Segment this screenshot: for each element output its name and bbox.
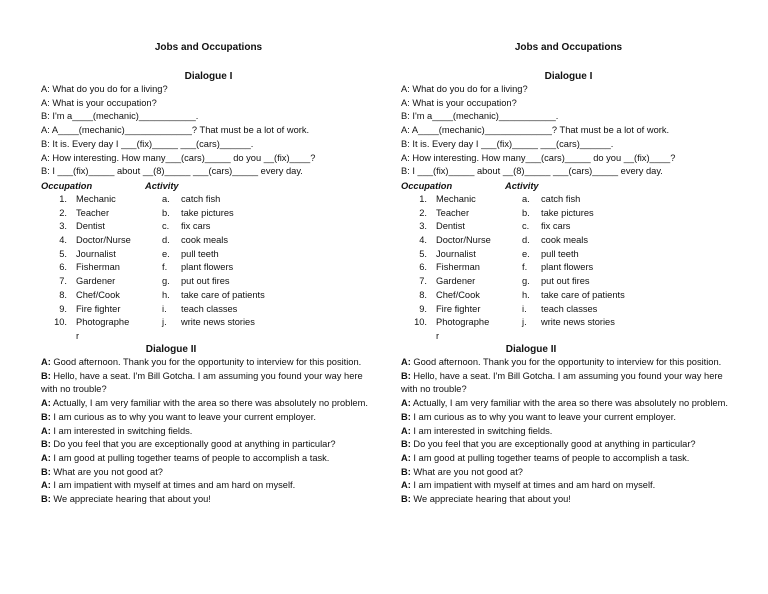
speaker-label: A: xyxy=(401,425,411,436)
item-number: 10. xyxy=(414,317,427,328)
dialogue-line xyxy=(41,452,376,466)
line-text: Actually, I am very familiar with the area so there was absolutely no problem. xyxy=(410,398,728,409)
activity-letter: i. xyxy=(522,303,527,314)
dialogue-line: A: How interesting. How many___(cars)_____ do you __(fix)____? xyxy=(401,152,676,163)
page-title: Jobs and Occupations xyxy=(154,42,263,53)
occupation-header: Occupation xyxy=(401,181,453,191)
item-number: 8. xyxy=(419,289,427,300)
activity-text: pull teeth xyxy=(181,248,219,259)
line-text: Do you feel that you are exceptionally good at anything in particular? xyxy=(50,439,336,450)
activity-header: Activity xyxy=(505,181,539,191)
activity-text: catch fish xyxy=(541,194,581,204)
dialogue-line xyxy=(401,425,736,439)
activity-letter: d. xyxy=(162,235,170,246)
activity-text: put out fires xyxy=(541,276,590,287)
occupation-name: Teacher xyxy=(436,207,470,218)
item-number: 8. xyxy=(59,289,67,300)
occupation-name: Dentist xyxy=(76,221,105,232)
dialogue-line xyxy=(401,438,736,452)
dialogue-1-title: Dialogue I xyxy=(544,71,593,82)
occupation-name: Gardener xyxy=(436,276,476,287)
dialogue-line: A: What do you do for a living? xyxy=(41,84,168,94)
activity-letter: j. xyxy=(522,317,527,328)
speaker-label: B: xyxy=(41,370,51,381)
dialogue-line xyxy=(41,466,376,480)
occupation-name: Chef/Cook xyxy=(436,289,480,300)
dialogue-line xyxy=(401,397,736,411)
item-number: 6. xyxy=(419,262,427,273)
dialogue-line xyxy=(41,397,376,411)
occupation-name: Fire fighter xyxy=(436,303,481,314)
dialogue-1-lines xyxy=(401,83,736,179)
dialogue-2-lines xyxy=(41,356,376,507)
activity-letter: g. xyxy=(162,276,170,287)
item-number: 6. xyxy=(59,262,67,273)
dialogue-line xyxy=(41,479,376,493)
line-text: I am impatient with myself at times and am hard on myself. xyxy=(50,480,296,491)
activity-text: plant flowers xyxy=(181,262,234,273)
occupation-name: Photographe xyxy=(76,317,130,328)
dialogue-line xyxy=(401,370,736,397)
line-text: I am curious as to why you want to leave your current employer. xyxy=(50,411,316,422)
page-title: Jobs and Occupations xyxy=(514,42,623,53)
activity-letter: a. xyxy=(522,194,530,204)
activity-letter: h. xyxy=(162,289,170,300)
dialogue-2-title: Dialogue II xyxy=(505,344,557,355)
dialogue-line xyxy=(401,452,736,466)
activity-header: Activity xyxy=(145,181,179,191)
occupation-name: Doctor/Nurse xyxy=(76,235,131,246)
occupation-name: Doctor/Nurse xyxy=(436,235,491,246)
speaker-label: A: xyxy=(401,452,411,463)
line-text: Hello, have a seat. I'm Bill Gotcha. I am assuming you found your way here with no trouble? xyxy=(41,370,363,395)
dialogue-line: B: It is. Every day I ___(fix)_____ ___(cars)______. xyxy=(401,138,614,149)
item-number: 4. xyxy=(419,235,427,246)
dialogue-line: A: What is your occupation? xyxy=(41,97,157,108)
occupation-name-wrap: r xyxy=(436,330,440,341)
dialogue-line xyxy=(41,411,376,425)
activity-letter: j. xyxy=(162,317,167,328)
occupation-name: Fire fighter xyxy=(76,303,121,314)
dialogue-1-lines xyxy=(41,83,376,179)
item-number: 4. xyxy=(59,235,67,246)
occupation-name: Fisherman xyxy=(436,262,480,273)
activity-letter: h. xyxy=(522,289,530,300)
activity-text: fix cars xyxy=(541,221,571,232)
dialogue-2-lines xyxy=(401,356,736,507)
line-text: Actually, I am very familiar with the area so there was absolutely no problem. xyxy=(50,398,368,409)
dialogue-line: A: What is your occupation? xyxy=(401,97,517,108)
item-number: 3. xyxy=(419,221,427,232)
dialogue-line xyxy=(41,438,376,452)
activity-letter: e. xyxy=(522,248,530,259)
speaker-label: A: xyxy=(41,480,51,491)
activity-letter: c. xyxy=(522,221,530,232)
line-text: We appreciate hearing that about you! xyxy=(50,494,211,505)
activity-text: cook meals xyxy=(541,235,589,246)
speaker-label: B: xyxy=(41,466,51,477)
item-number: 9. xyxy=(419,303,427,314)
occupation-name: Photographe xyxy=(436,317,490,328)
activity-text: take care of patients xyxy=(541,289,625,300)
occupation-name: Journalist xyxy=(436,248,476,259)
activity-text: take care of patients xyxy=(181,289,265,300)
activity-text: take pictures xyxy=(541,207,594,218)
speaker-label: B: xyxy=(41,494,51,505)
dialogue-line xyxy=(41,493,376,507)
line-text: I am impatient with myself at times and am hard on myself. xyxy=(410,480,656,491)
dialogue-line xyxy=(401,356,736,370)
speaker-label: A: xyxy=(401,398,411,409)
dialogue-line: B: I'm a____(mechanic)___________. xyxy=(401,111,559,122)
item-number: 5. xyxy=(419,248,427,259)
dialogue-line: B: It is. Every day I ___(fix)_____ ___(cars)______. xyxy=(41,138,254,149)
speaker-label: B: xyxy=(401,439,411,450)
item-number: 9. xyxy=(59,303,67,314)
occupation-name: Mechanic xyxy=(436,194,476,204)
line-text: I am interested in switching fields. xyxy=(50,425,193,436)
activity-letter: b. xyxy=(162,207,170,218)
item-number: 7. xyxy=(419,276,427,287)
item-number: 2. xyxy=(419,207,427,218)
speaker-label: B: xyxy=(401,466,411,477)
line-text: Good afternoon. Thank you for the opportunity to interview for this position. xyxy=(410,357,722,367)
item-number: 1. xyxy=(59,194,67,204)
occupation-name: Chef/Cook xyxy=(76,289,120,300)
activity-text: teach classes xyxy=(541,303,598,314)
line-text: Do you feel that you are exceptionally good at anything in particular? xyxy=(410,439,696,450)
speaker-label: B: xyxy=(401,494,411,505)
activity-letter: c. xyxy=(162,221,170,232)
dialogue-line xyxy=(401,493,736,507)
item-number: 3. xyxy=(59,221,67,232)
speaker-label: A: xyxy=(401,480,411,491)
dialogue-line xyxy=(401,411,736,425)
activity-letter: i. xyxy=(162,303,167,314)
activity-text: teach classes xyxy=(181,303,238,314)
activity-text: catch fish xyxy=(181,194,221,204)
line-text: I am curious as to why you want to leave your current employer. xyxy=(410,411,676,422)
item-number: 2. xyxy=(59,207,67,218)
occupation-header: Occupation xyxy=(41,181,93,191)
speaker-label: A: xyxy=(41,452,51,463)
line-text: I am good at pulling together teams of people to accomplish a task. xyxy=(410,452,690,463)
speaker-label: A: xyxy=(41,425,51,436)
dialogue-line: A: A____(mechanic)_____________? That must be a lot of work. xyxy=(401,125,670,136)
occupation-name: Gardener xyxy=(76,276,116,287)
activity-text: fix cars xyxy=(181,221,211,232)
occupation-name: Teacher xyxy=(76,207,110,218)
activity-letter: e. xyxy=(162,248,170,259)
dialogue-line: A: A____(mechanic)_____________? That must be a lot of work. xyxy=(41,125,310,136)
dialogue-line xyxy=(41,425,376,439)
line-text: What are you not good at? xyxy=(410,466,523,477)
speaker-label: B: xyxy=(401,411,411,422)
speaker-label: B: xyxy=(41,411,51,422)
item-number: 7. xyxy=(59,276,67,287)
dialogue-2-title: Dialogue II xyxy=(145,344,197,355)
dialogue-line xyxy=(401,479,736,493)
dialogue-line xyxy=(41,356,376,370)
speaker-label: A: xyxy=(401,357,411,367)
occupation-name: Fisherman xyxy=(76,262,120,273)
dialogue-line xyxy=(401,466,736,480)
occupation-name: Mechanic xyxy=(76,194,116,204)
speaker-label: A: xyxy=(41,357,51,367)
activity-text: put out fires xyxy=(181,276,230,287)
line-text: I am good at pulling together teams of people to accomplish a task. xyxy=(50,452,330,463)
activity-letter: f. xyxy=(162,262,168,273)
dialogue-line: B: I'm a____(mechanic)___________. xyxy=(41,111,199,122)
speaker-label: A: xyxy=(41,398,51,409)
activity-text: plant flowers xyxy=(541,262,594,273)
activity-text: write news stories xyxy=(181,317,255,328)
item-number: 10. xyxy=(54,317,67,328)
occupation-name: Journalist xyxy=(76,248,116,259)
activity-text: take pictures xyxy=(181,207,234,218)
dialogue-line xyxy=(41,370,376,397)
dialogue-line: B: I ___(fix)_____ about __(8)_____ ___(cars)_____ every day. xyxy=(41,166,303,177)
speaker-label: B: xyxy=(41,439,51,450)
dialogue-line: B: I ___(fix)_____ about __(8)_____ ___(cars)_____ every day. xyxy=(401,166,663,177)
item-number: 1. xyxy=(419,194,427,204)
activity-text: cook meals xyxy=(181,235,229,246)
activity-letter: a. xyxy=(162,194,170,204)
activity-text: write news stories xyxy=(541,317,615,328)
activity-letter: f. xyxy=(522,262,528,273)
line-text: What are you not good at? xyxy=(50,466,163,477)
activity-letter: g. xyxy=(522,276,530,287)
line-text: I am interested in switching fields. xyxy=(410,425,553,436)
dialogue-line: A: What do you do for a living? xyxy=(401,84,528,94)
dialogue-line: A: How interesting. How many___(cars)_____ do you __(fix)____? xyxy=(41,152,316,163)
line-text: We appreciate hearing that about you! xyxy=(410,494,571,505)
line-text: Hello, have a seat. I'm Bill Gotcha. I am assuming you found your way here with no trouble? xyxy=(401,370,723,395)
activity-text: pull teeth xyxy=(541,248,579,259)
dialogue-1-title: Dialogue I xyxy=(184,71,233,82)
item-number: 5. xyxy=(59,248,67,259)
speaker-label: B: xyxy=(401,370,411,381)
occupation-name-wrap: r xyxy=(76,330,80,341)
line-text: Good afternoon. Thank you for the opportunity to interview for this position. xyxy=(50,357,362,367)
occupation-name: Dentist xyxy=(436,221,465,232)
activity-letter: d. xyxy=(522,235,530,246)
activity-letter: b. xyxy=(522,207,530,218)
